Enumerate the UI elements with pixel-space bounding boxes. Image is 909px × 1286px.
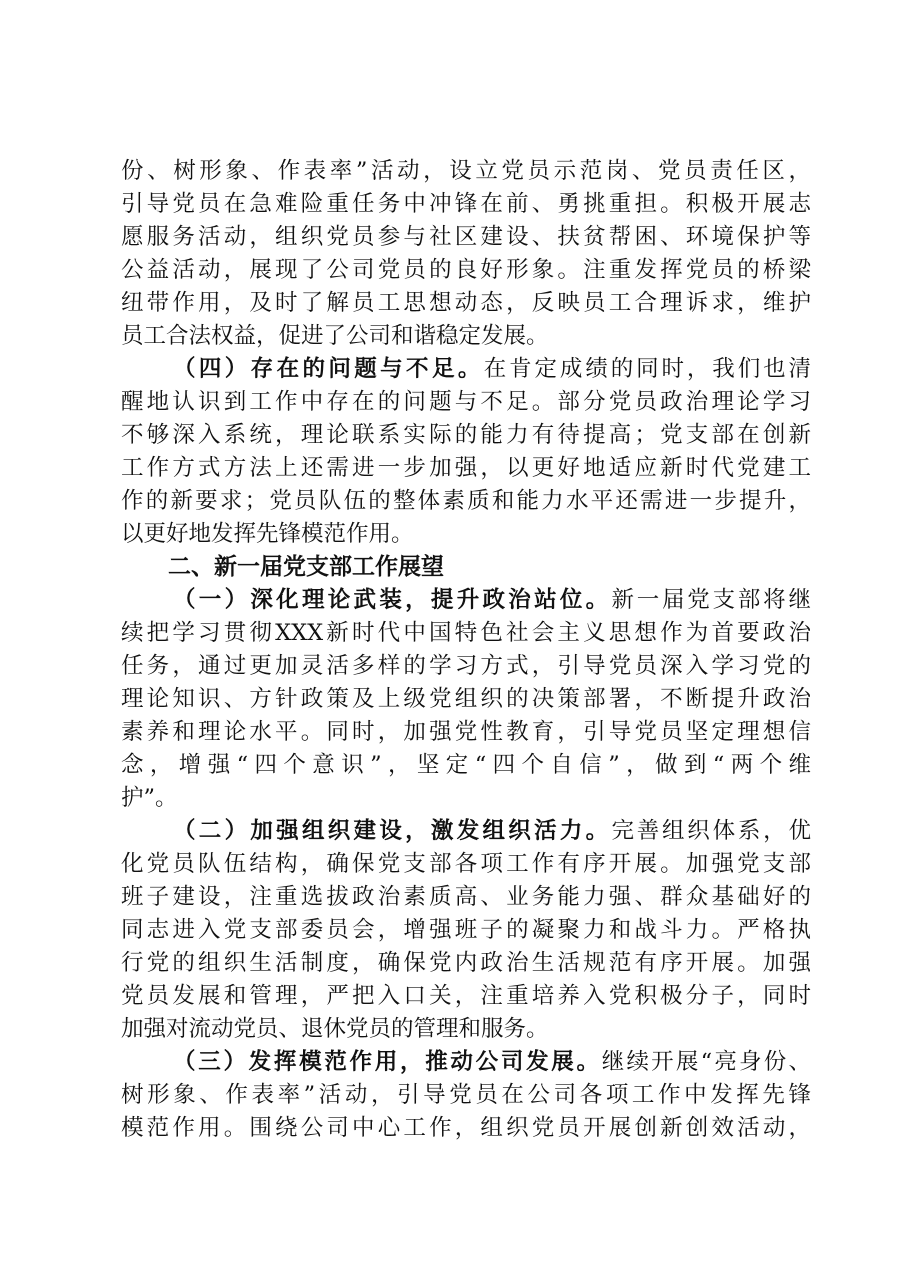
paragraph-first-line [173,815,811,847]
body-text-line: 公益活动，展现了公司党员的良好形象。注重发挥党员的桥梁 [121,257,811,283]
paragraph-first-line [173,1046,811,1078]
paragraph-first-line-rest: 在肯定成绩的同时，我们也清 [483,356,811,382]
body-text-line: 醒地认识到工作中存在的问题与不足。部分党员政治理论学习 [121,389,811,415]
paragraph-first-line-rest: 新一届党支部将继 [611,587,811,613]
body-text-line: 工作方式方法上还需进一步加强，以更好地适应新时代党建工 [121,455,811,481]
body-text-line: 加强对流动党员、退休党员的管理和服务。 [121,1016,549,1042]
body-text-line: 任务，通过更加灵活多样的学习方式，引导党员深入学习党的 [121,653,811,679]
paragraph-first-line-rest: 完善组织体系，优 [611,818,811,844]
body-text-line: 党员发展和管理，严把入口关，注重培养入党积极分子，同时 [121,983,811,1009]
body-text-line: 作的新要求；党员队伍的整体素质和能力水平还需进一步提升， [121,488,811,514]
section-heading: 二、新一届党支部工作展望 [168,554,444,580]
body-text-line: 理论知识、方针政策及上级党组织的决策部署，不断提升政治 [121,686,811,712]
body-text-line: 化党员队伍结构，确保党支部各项工作有序开展。加强党支部 [121,851,811,877]
body-text-line: 以更好地发挥先锋模范作用。 [121,521,414,547]
paragraph-lead-heading: （四）存在的问题与不足。 [173,356,484,382]
body-text-line: 不够深入系统，理论联系实际的能力有待提高；党支部在创新 [121,422,811,448]
body-text-line: 行党的组织生活制度，确保党内政治生活规范有序开展。加强 [121,950,811,976]
body-text-line: 续把学习贯彻XXX新时代中国特色社会主义思想作为首要政治 [121,620,811,646]
body-text-line: 份、树形象、作表率”活动，设立党员示范岗、党员责任区， [121,158,811,184]
body-text-line: 员工合法权益，促进了公司和谐稳定发展。 [121,323,549,349]
paragraph-first-line-rest: 继续开展“亮身份、 [601,1049,811,1075]
body-text-line: 纽带作用，及时了解员工思想动态，反映员工合理诉求，维护 [121,290,811,316]
body-text-line: 模范作用。围绕公司中心工作，组织党员开展创新创效活动， [121,1115,811,1141]
body-text-line: 同志进入党支部委员会，增强班子的凝聚力和战斗力。严格执 [121,917,811,943]
paragraph-first-line [173,584,811,616]
paragraph-first-line [173,353,811,385]
body-text-line: 念，增强“四个意识”，坚定“四个自信”，做到“两个维 [121,752,811,778]
body-text-line: 引导党员在急难险重任务中冲锋在前、勇挑重担。积极开展志 [121,191,811,217]
paragraph-lead-heading: （三）发挥模范作用，推动公司发展。 [173,1049,602,1075]
body-text-line: 班子建设，注重选拔政治素质高、业务能力强、群众基础好的 [121,884,811,910]
paragraph-lead-heading: （一）深化理论武装，提升政治站位。 [173,587,612,613]
body-text-line: 护”。 [121,785,178,811]
body-text-line: 素养和理论水平。同时，加强党性教育，引导党员坚定理想信 [121,719,811,745]
body-text-line: 树形象、作表率”活动，引导党员在公司各项工作中发挥先锋 [121,1082,811,1108]
paragraph-lead-heading: （二）加强组织建设，激发组织活力。 [173,818,612,844]
body-text-line: 愿服务活动，组织党员参与社区建设、扶贫帮困、环境保护等 [121,224,811,250]
